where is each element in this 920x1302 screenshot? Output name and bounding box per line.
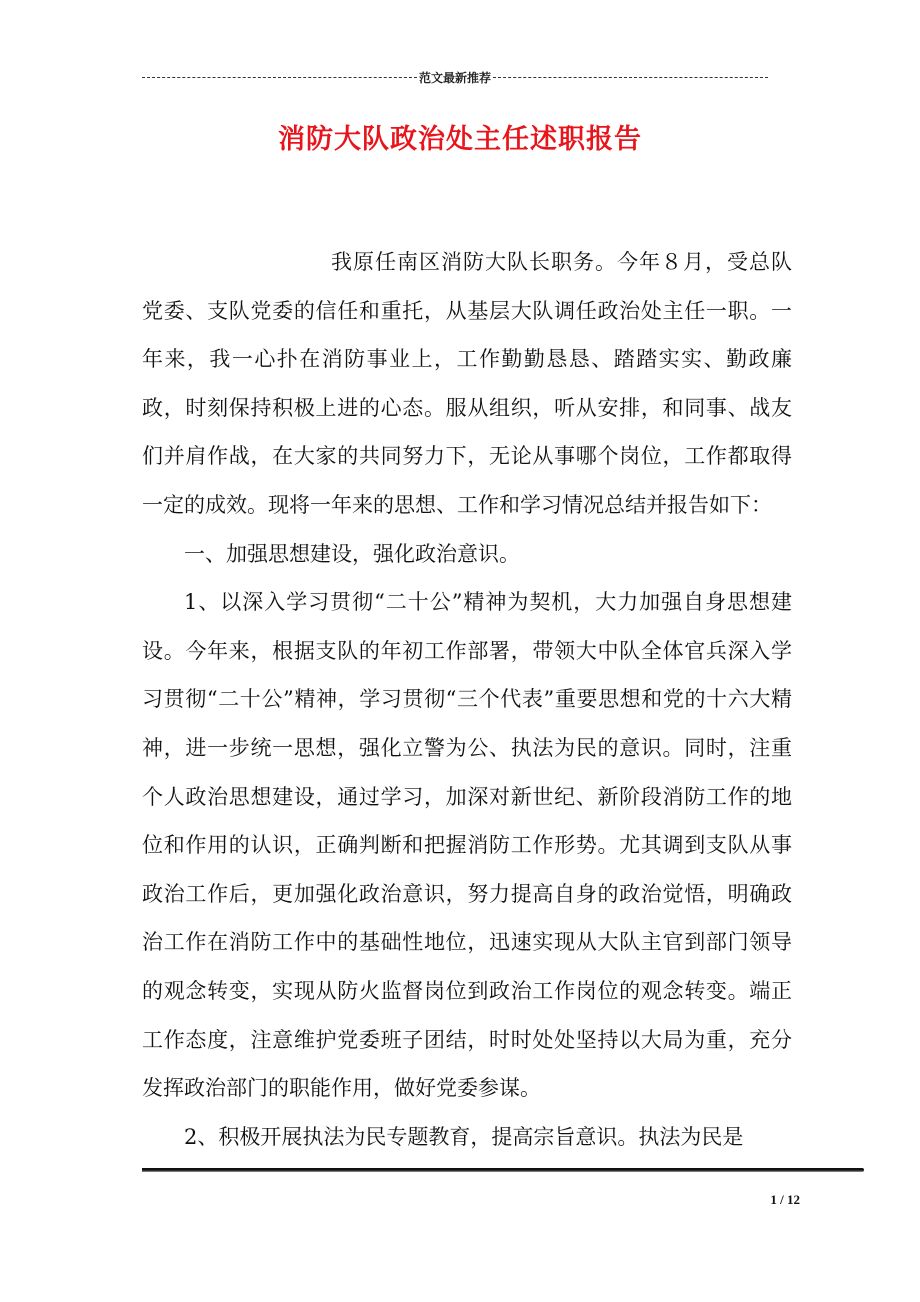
paragraph-item-1: 1、以深入学习贯彻“二十公”精神为契机，大力加强自身思想建设。今年来，根据支队的年初工作部署，带领大中队全体官兵深入学习贯彻“二十公”精神，学习贯彻“三个代表”重要思想和党的十六大精神，进一步统一思想，强化立警为公、执法为民的意识。同时，注重个人政治思想建设，通过学习，加深对新世纪、新阶段消防工作的地位和作用的认识，正确判断和把握消防工作形势。尤其调到支队从事政治工作后，更加强化政治意识，努力提高自身的政治觉悟，明确政治工作在消防工作中的基础性地位，迅速实现从大队主官到部门领导的观念转变，实现从防火监督岗位到政治工作岗位的观念转变。端正工作态度，注意维护党委班子团结，时时处处坚持以大局为重，充分发挥政治部门的职能作用，做好党委参谋。 [142, 590, 792, 1101]
document-body [142, 238, 792, 1161]
header-dash-right [493, 77, 768, 78]
paragraph-intro: 我原任南区消防大队长职务。今年８月，受总队党委、支队党委的信任和重托，从基层大队调任政治处主任一职。一年来，我一心扑在消防事业上，工作勤勤恳恳、踏踏实实、勤政廉政，时刻保持积极上进的心态。服从组织，听从安排，和同事、战友们并肩作战，在大家的共同努力下，无论从事哪个岗位，工作都取得一定的成效。现将一年来的思想、工作和学习情况总结并报告如下： [142, 250, 792, 517]
footer-divider [142, 1168, 864, 1172]
page-number: 1 / 12 [770, 1192, 800, 1207]
page-header [142, 70, 768, 84]
document-title: 消防大队政治处主任述职报告 [278, 124, 642, 155]
header-dash-left [142, 77, 417, 78]
header-label: 范文最新推荐 [419, 70, 492, 85]
paragraph-item-2: 2、积极开展执法为民专题教育，提高宗旨意识。执法为民是 [184, 1124, 744, 1149]
section-heading-1: 一、加强思想建设，强化政治意识。 [184, 541, 520, 566]
